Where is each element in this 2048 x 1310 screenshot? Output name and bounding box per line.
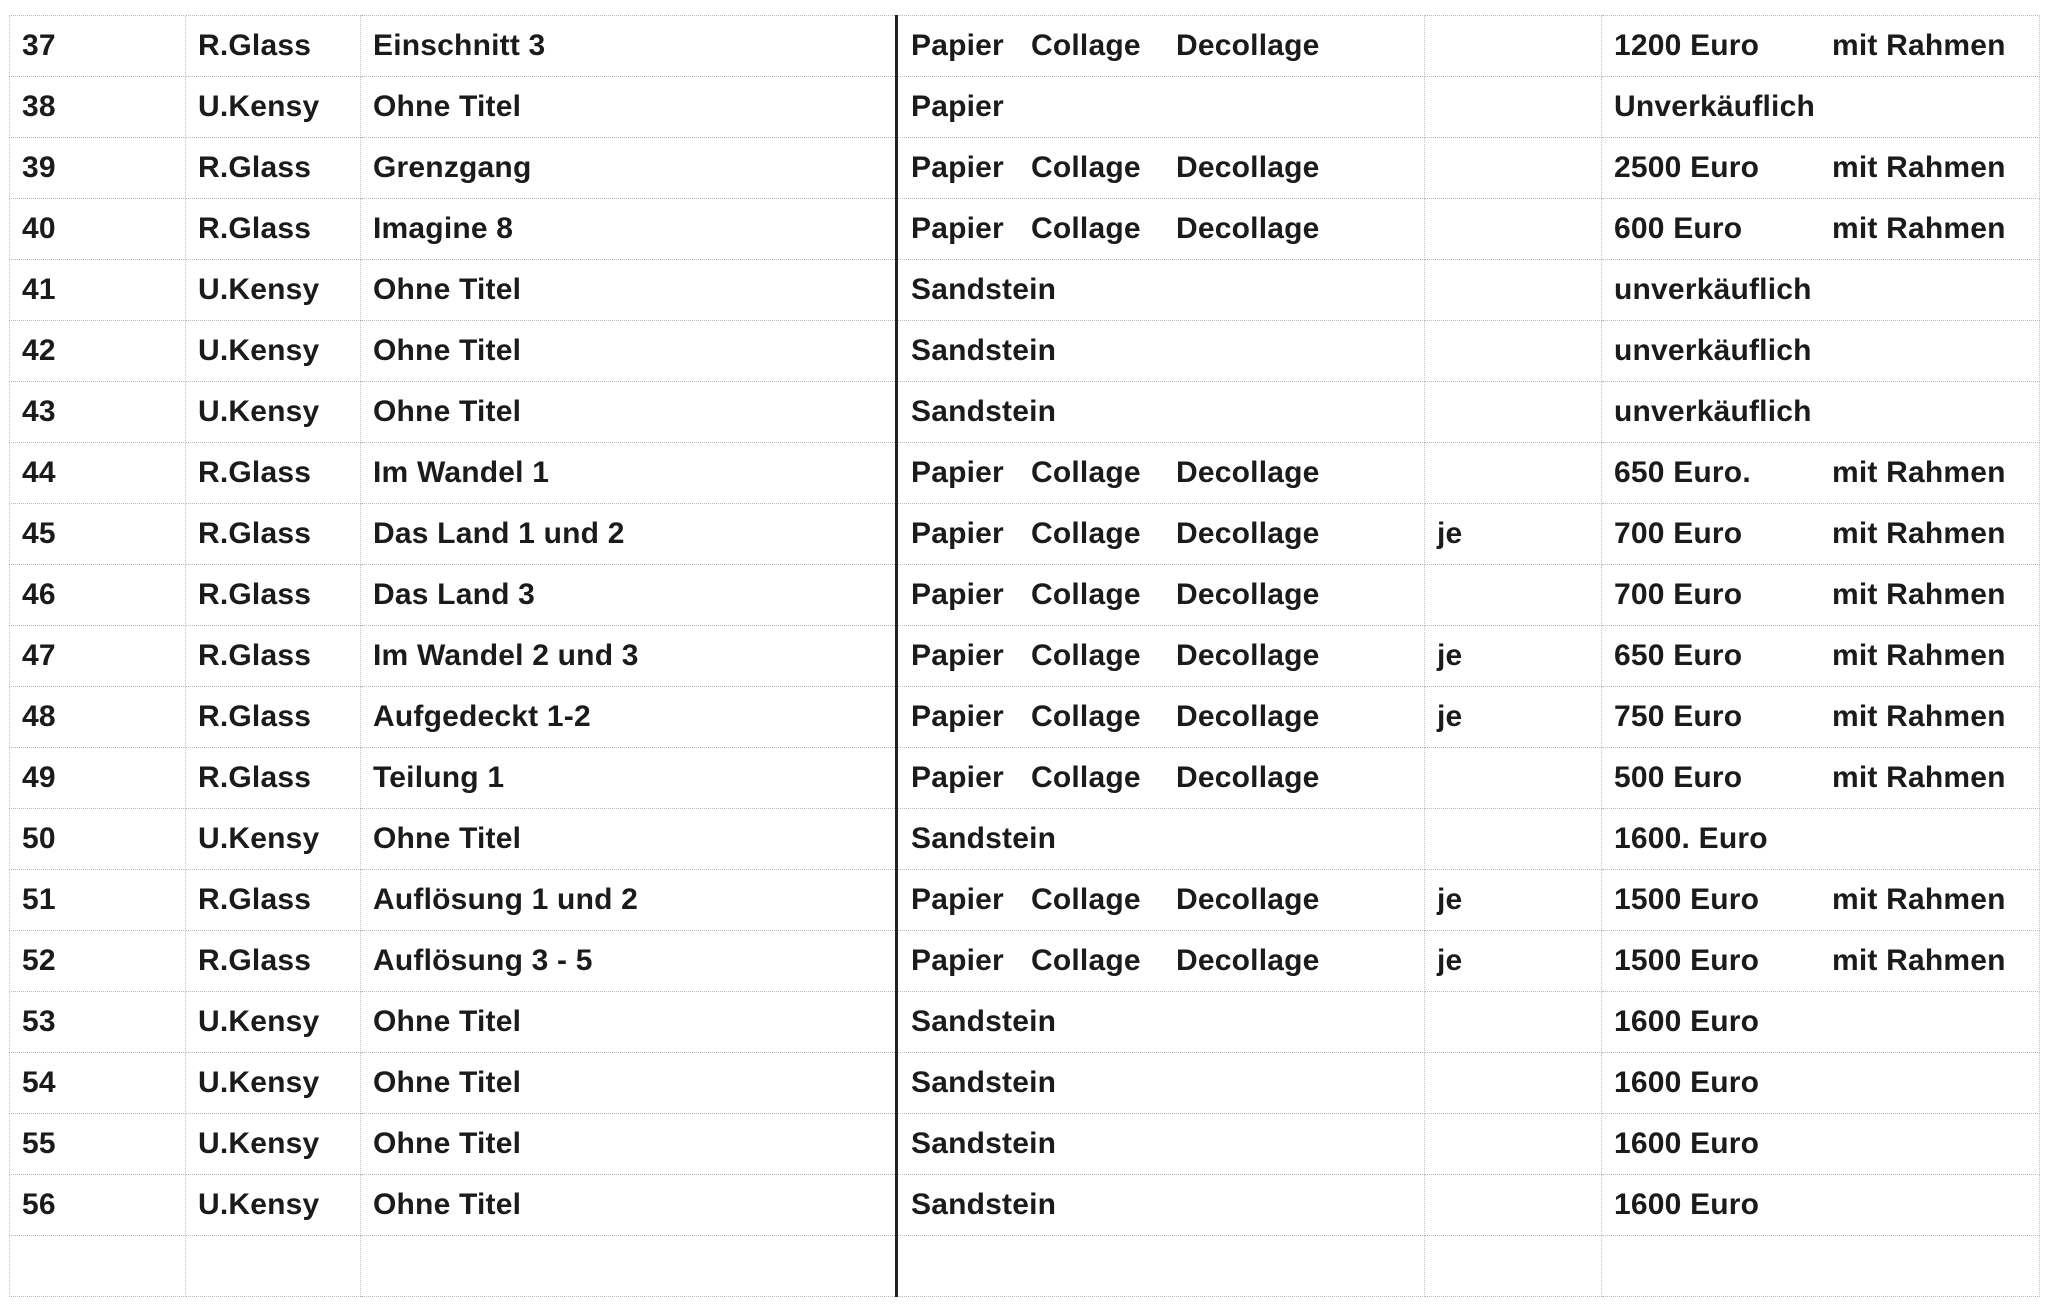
price-amount: unverkäuflich [1614,273,1812,306]
per-piece-label: je [1425,626,1602,687]
artist-name: U.Kensy [186,321,361,382]
table-row [10,260,2040,321]
price-amount: 700 Euro [1614,578,1743,611]
empty-cell [186,1236,361,1297]
price-cell [1602,687,2040,748]
price-amount: 1200 Euro [1614,29,1760,62]
table-row [10,565,2040,626]
price-cell [1602,748,2040,809]
price-amount: 650 Euro. [1614,456,1751,489]
artwork-medium [897,260,1425,321]
catalog-number: 43 [10,382,186,443]
catalog-number: 47 [10,626,186,687]
catalog-number: 40 [10,199,186,260]
artwork-title: Ohne Titel [361,1053,897,1114]
price-amount: 1600 Euro [1614,1066,1760,1099]
medium-word: Papier [911,151,1004,184]
empty-cell [361,1236,897,1297]
catalog-number: 50 [10,809,186,870]
medium-word: Papier [911,761,1004,794]
per-piece-label [1425,199,1602,260]
artwork-medium [897,626,1425,687]
price-amount: 650 Euro [1614,639,1743,672]
per-piece-label: je [1425,504,1602,565]
artwork-title: Ohne Titel [361,260,897,321]
medium-word: Collage [1031,517,1141,550]
artwork-medium [897,1175,1425,1236]
medium-word: Decollage [1176,883,1320,916]
artwork-title: Ohne Titel [361,1175,897,1236]
price-cell [1602,260,2040,321]
price-amount: 1500 Euro [1614,944,1760,977]
table-row [10,138,2040,199]
medium-word: Sandstein [911,822,1057,855]
artist-name: R.Glass [186,138,361,199]
price-cell [1602,382,2040,443]
medium-word: Decollage [1176,578,1320,611]
artwork-title: Ohne Titel [361,321,897,382]
medium-word: Collage [1031,151,1141,184]
price-cell [1602,16,2040,77]
artwork-title: Grenzgang [361,138,897,199]
price-amount: 500 Euro [1614,761,1743,794]
artwork-title: Auflösung 1 und 2 [361,870,897,931]
frame-note: mit Rahmen [1832,639,2006,672]
medium-word: Decollage [1176,517,1320,550]
artwork-title: Teilung 1 [361,748,897,809]
price-amount: unverkäuflich [1614,395,1812,428]
medium-word: Collage [1031,639,1141,672]
price-amount: 1600 Euro [1614,1005,1760,1038]
artwork-title: Aufgedeckt 1-2 [361,687,897,748]
table-row [10,992,2040,1053]
per-piece-label [1425,382,1602,443]
catalog-number: 52 [10,931,186,992]
table-row [10,931,2040,992]
price-list-rows [10,16,2040,1297]
artwork-title: Das Land 1 und 2 [361,504,897,565]
price-amount: unverkäuflich [1614,334,1812,367]
price-amount: 750 Euro [1614,700,1743,733]
price-cell [1602,321,2040,382]
frame-note: mit Rahmen [1832,883,2006,916]
catalog-number: 48 [10,687,186,748]
medium-word: Sandstein [911,1188,1057,1221]
artwork-title: Auflösung 3 - 5 [361,931,897,992]
price-cell [1602,1053,2040,1114]
artist-name: R.Glass [186,565,361,626]
per-piece-label [1425,321,1602,382]
medium-word: Sandstein [911,334,1057,367]
table-row [10,382,2040,443]
artist-name: R.Glass [186,748,361,809]
medium-word: Papier [911,212,1004,245]
artwork-medium [897,382,1425,443]
artwork-title: Im Wandel 2 und 3 [361,626,897,687]
per-piece-label [1425,77,1602,138]
price-cell [1602,504,2040,565]
artist-name: U.Kensy [186,382,361,443]
artwork-medium [897,870,1425,931]
per-piece-label [1425,748,1602,809]
artwork-medium [897,565,1425,626]
artwork-medium [897,77,1425,138]
frame-note: mit Rahmen [1832,700,2006,733]
medium-word: Sandstein [911,1005,1057,1038]
artist-name: U.Kensy [186,992,361,1053]
price-cell [1602,870,2040,931]
frame-note: mit Rahmen [1832,578,2006,611]
medium-word: Collage [1031,29,1141,62]
artist-name: R.Glass [186,626,361,687]
artwork-title: Ohne Titel [361,809,897,870]
frame-note: mit Rahmen [1832,212,2006,245]
table-row [10,687,2040,748]
artwork-medium [897,443,1425,504]
catalog-number: 46 [10,565,186,626]
price-amount: 1500 Euro [1614,883,1760,916]
artwork-medium [897,931,1425,992]
price-amount: 700 Euro [1614,517,1743,550]
price-list-table [9,15,2040,1297]
per-piece-label [1425,992,1602,1053]
catalog-number: 38 [10,77,186,138]
artwork-title: Ohne Titel [361,77,897,138]
medium-word: Decollage [1176,944,1320,977]
table-row [10,626,2040,687]
artist-name: R.Glass [186,870,361,931]
table-row [10,1114,2040,1175]
per-piece-label [1425,809,1602,870]
medium-word: Decollage [1176,761,1320,794]
catalog-number: 44 [10,443,186,504]
artwork-title: Das Land 3 [361,565,897,626]
price-amount: 1600 Euro [1614,1188,1760,1221]
artwork-medium [897,1053,1425,1114]
table-row [10,870,2040,931]
artwork-title: Imagine 8 [361,199,897,260]
medium-word: Papier [911,29,1004,62]
catalog-number: 49 [10,748,186,809]
price-amount: 600 Euro [1614,212,1743,245]
per-piece-label [1425,565,1602,626]
empty-table-row [10,1236,2040,1297]
table-row [10,1053,2040,1114]
per-piece-label: je [1425,931,1602,992]
artist-name: R.Glass [186,504,361,565]
artwork-medium [897,16,1425,77]
artist-name: R.Glass [186,16,361,77]
per-piece-label [1425,1114,1602,1175]
price-cell [1602,199,2040,260]
medium-word: Collage [1031,761,1141,794]
artist-name: U.Kensy [186,1114,361,1175]
artwork-medium [897,748,1425,809]
table-row [10,1175,2040,1236]
artist-name: U.Kensy [186,809,361,870]
artwork-medium [897,687,1425,748]
per-piece-label [1425,443,1602,504]
artwork-title: Ohne Titel [361,992,897,1053]
per-piece-label [1425,1053,1602,1114]
medium-word: Decollage [1176,212,1320,245]
price-cell [1602,1114,2040,1175]
price-cell [1602,443,2040,504]
artwork-title: Einschnitt 3 [361,16,897,77]
artwork-medium [897,138,1425,199]
catalog-number: 55 [10,1114,186,1175]
medium-word: Papier [911,700,1004,733]
medium-word: Decollage [1176,700,1320,733]
table-row [10,809,2040,870]
artist-name: R.Glass [186,443,361,504]
medium-word: Papier [911,883,1004,916]
frame-note: mit Rahmen [1832,151,2006,184]
medium-word: Papier [911,517,1004,550]
per-piece-label [1425,260,1602,321]
medium-word: Collage [1031,578,1141,611]
artwork-medium [897,199,1425,260]
frame-note: mit Rahmen [1832,29,2006,62]
medium-word: Papier [911,944,1004,977]
per-piece-label [1425,1175,1602,1236]
medium-word: Sandstein [911,395,1057,428]
price-cell [1602,809,2040,870]
medium-word: Sandstein [911,273,1057,306]
table-row [10,504,2040,565]
medium-word: Decollage [1176,29,1320,62]
artist-name: U.Kensy [186,1053,361,1114]
catalog-number: 42 [10,321,186,382]
price-cell [1602,565,2040,626]
price-cell [1602,626,2040,687]
per-piece-label [1425,138,1602,199]
per-piece-label: je [1425,687,1602,748]
table-row [10,199,2040,260]
catalog-number: 41 [10,260,186,321]
medium-word: Papier [911,578,1004,611]
empty-cell [897,1236,1425,1297]
artist-name: U.Kensy [186,1175,361,1236]
medium-word: Decollage [1176,151,1320,184]
artwork-title: Ohne Titel [361,382,897,443]
table-row [10,16,2040,77]
table-row [10,321,2040,382]
empty-cell [1602,1236,2040,1297]
empty-cell [1425,1236,1602,1297]
medium-word: Sandstein [911,1066,1057,1099]
frame-note: mit Rahmen [1832,517,2006,550]
table-row [10,748,2040,809]
price-cell [1602,138,2040,199]
medium-word: Papier [911,90,1004,123]
catalog-number: 45 [10,504,186,565]
price-amount: 1600. Euro [1614,822,1768,855]
medium-word: Sandstein [911,1127,1057,1160]
medium-word: Collage [1031,456,1141,489]
frame-note: mit Rahmen [1832,456,2006,489]
table-row [10,443,2040,504]
medium-word: Decollage [1176,456,1320,489]
artwork-medium [897,321,1425,382]
price-amount: 1600 Euro [1614,1127,1760,1160]
price-cell [1602,1175,2040,1236]
catalog-number: 53 [10,992,186,1053]
empty-cell [10,1236,186,1297]
frame-note: mit Rahmen [1832,761,2006,794]
artwork-medium [897,504,1425,565]
artwork-medium [897,1114,1425,1175]
catalog-number: 51 [10,870,186,931]
price-amount: Unverkäuflich [1614,90,1815,123]
frame-note: mit Rahmen [1832,944,2006,977]
artwork-medium [897,992,1425,1053]
artist-name: U.Kensy [186,260,361,321]
medium-word: Papier [911,639,1004,672]
per-piece-label: je [1425,870,1602,931]
table-row [10,77,2040,138]
price-cell [1602,992,2040,1053]
artwork-title: Ohne Titel [361,1114,897,1175]
price-list-sheet [9,15,2039,1297]
medium-word: Collage [1031,883,1141,916]
catalog-number: 56 [10,1175,186,1236]
price-cell [1602,77,2040,138]
medium-word: Papier [911,456,1004,489]
catalog-number: 54 [10,1053,186,1114]
artist-name: R.Glass [186,199,361,260]
price-amount: 2500 Euro [1614,151,1760,184]
artwork-title: Im Wandel 1 [361,443,897,504]
artwork-medium [897,809,1425,870]
medium-word: Collage [1031,944,1141,977]
artist-name: R.Glass [186,931,361,992]
medium-word: Collage [1031,700,1141,733]
price-cell [1602,931,2040,992]
catalog-number: 37 [10,16,186,77]
per-piece-label [1425,16,1602,77]
artist-name: R.Glass [186,687,361,748]
medium-word: Decollage [1176,639,1320,672]
medium-word: Collage [1031,212,1141,245]
artist-name: U.Kensy [186,77,361,138]
catalog-number: 39 [10,138,186,199]
